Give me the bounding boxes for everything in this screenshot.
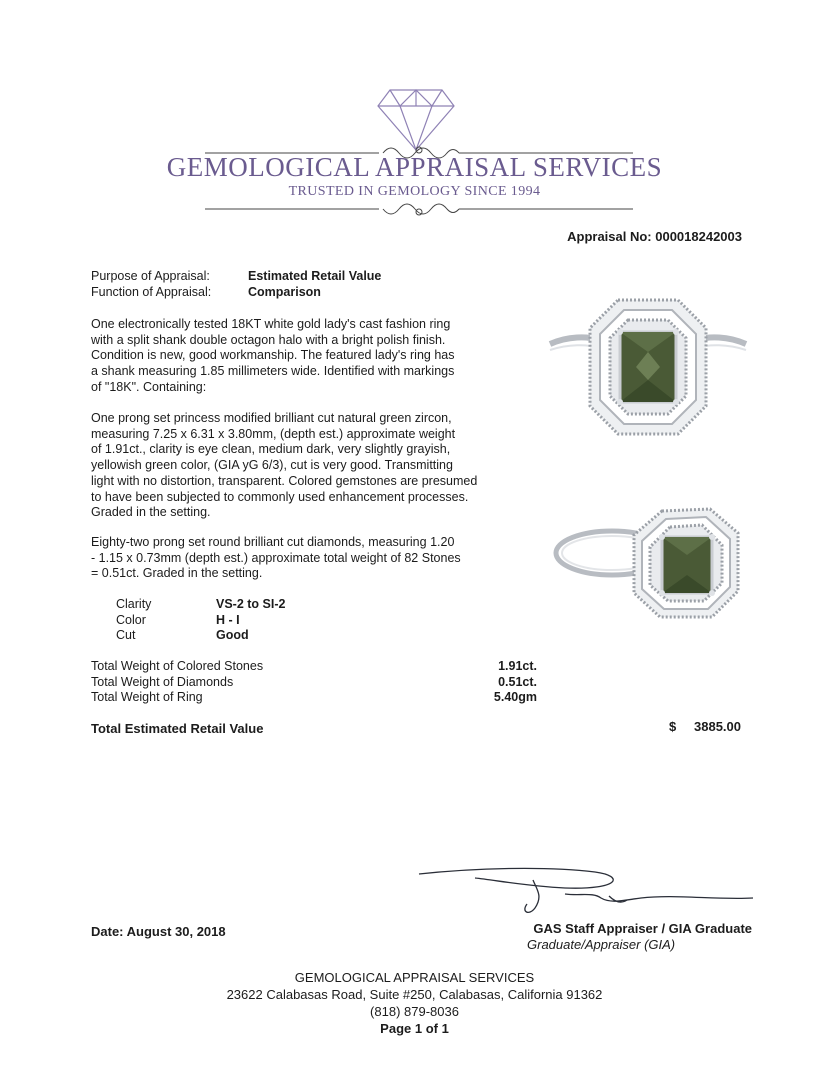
zircon-line: of 1.91ct., clarity is eye clean, medium dark, very slightly grayish,: [91, 442, 451, 457]
company-logo-title: GEMOLOGICAL APPRAISAL SERVICES: [166, 152, 663, 182]
appraisal-date: Date: August 30, 2018: [91, 924, 226, 939]
total-colored-label: Total Weight of Colored Stones: [91, 659, 264, 673]
purpose-label: Purpose of Appraisal:: [91, 269, 210, 283]
diamond-line: = 0.51ct. Graded in the setting.: [91, 566, 263, 581]
diamond-line: Eighty-two prong set round brilliant cut diamonds, measuring 1.20: [91, 535, 455, 549]
appraiser-signature: [415, 860, 755, 918]
total-ring-label: Total Weight of Ring: [91, 690, 203, 704]
footer-phone: (818) 879-8036: [370, 1004, 459, 1019]
appraiser-subtitle: Graduate/Appraiser (GIA): [527, 937, 676, 952]
description-line: One electronically tested 18KT white gold lady's cast fashion ring: [91, 317, 451, 331]
zircon-line: One prong set princess modified brilliant cut natural green zircon,: [91, 411, 452, 425]
function-label: Function of Appraisal:: [91, 285, 212, 299]
grade-label-clarity: Clarity: [116, 597, 152, 611]
function-value: Comparison: [248, 285, 321, 299]
grade-label-cut: Cut: [116, 628, 136, 642]
zircon-line: to have been subjected to commonly used enhancement processes.: [91, 489, 469, 504]
zircon-description: [91, 411, 511, 521]
total-ring-value: 5.40gm: [493, 690, 537, 704]
ring-photo-top: [548, 292, 748, 442]
description-line: a shank measuring 1.85 millimeters wide. Identified with markings: [91, 364, 455, 379]
grade-value-cut: Good: [216, 628, 249, 642]
total-diamonds-label: Total Weight of Diamonds: [91, 675, 234, 689]
retail-currency: $: [669, 719, 677, 734]
company-tagline: TRUSTED IN GEMOLOGY SINCE 1994: [288, 184, 541, 199]
total-colored-value: 1.91ct.: [498, 659, 537, 673]
page-number: Page 1 of 1: [380, 1021, 449, 1036]
zircon-line: Graded in the setting.: [91, 505, 211, 520]
zircon-line: yellowish green color, (GIA yG 6/3), cut is very good. Transmitting: [91, 458, 453, 473]
zircon-line: measuring 7.25 x 6.31 x 3.80mm, (depth est.) approximate weight: [91, 426, 456, 441]
retail-amount: 3885.00: [694, 719, 741, 734]
ring-description: [91, 317, 511, 396]
grade-label-color: Color: [116, 613, 146, 627]
total-diamonds-value: 0.51ct.: [498, 675, 537, 689]
description-line: of "18K". Containing:: [91, 379, 207, 394]
purpose-value: Estimated Retail Value: [248, 269, 382, 283]
diamond-line: - 1.15 x 0.73mm (depth est.) approximate total weight of 82 Stones: [91, 550, 461, 565]
zircon-line: light with no distortion, transparent. Colored gemstones are presumed: [91, 473, 478, 488]
retail-value-label: Total Estimated Retail Value: [91, 721, 264, 736]
footer-company: GEMOLOGICAL APPRAISAL SERVICES: [294, 970, 535, 985]
ring-photo-angled: [552, 505, 748, 625]
appraisal-number: Appraisal No: 000018242003: [567, 229, 742, 244]
grade-value-color: H - I: [216, 613, 240, 627]
description-line: with a split shank double octagon halo with a bright polish finish.: [91, 332, 446, 347]
grade-value-clarity: VS-2 to SI-2: [216, 597, 286, 611]
description-line: Condition is new, good workmanship. The featured lady's ring has: [91, 348, 455, 363]
footer-address: 23622 Calabasas Road, Suite #250, Calabasas, California 91362: [226, 987, 603, 1002]
appraiser-title: GAS Staff Appraiser / GIA Graduate: [533, 921, 752, 936]
bottom-ornament: [205, 201, 633, 219]
diamond-description: [91, 535, 511, 582]
